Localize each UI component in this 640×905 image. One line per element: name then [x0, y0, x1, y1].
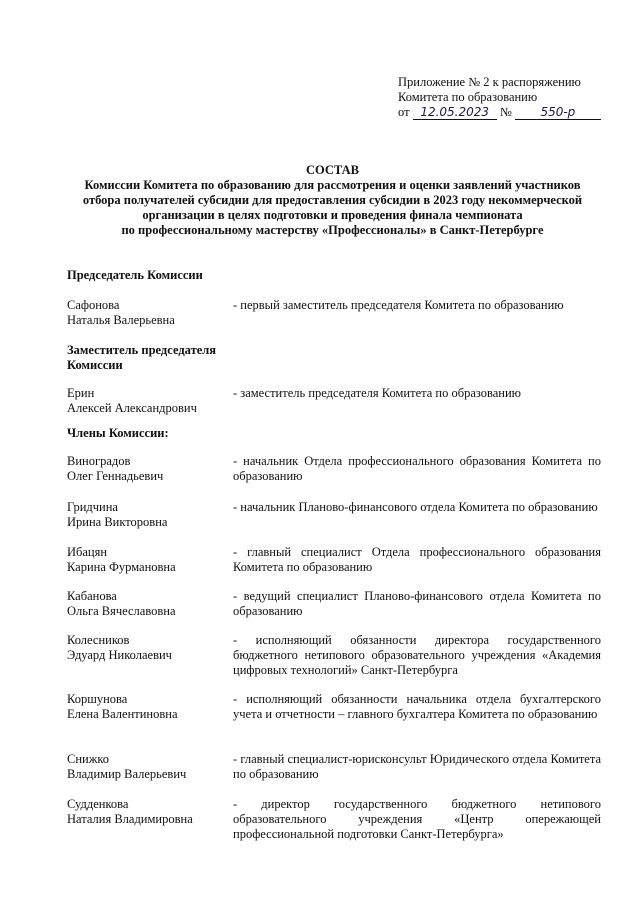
member-position: - заместитель председателя Комитета по образованию [233, 386, 522, 400]
member-given-name: Алексей Александрович [67, 401, 197, 415]
member-given-name: Наталия Владимировна [67, 812, 193, 826]
section-deputy-line-2: Комиссии [67, 358, 123, 372]
member-surname: Ибацян [67, 545, 108, 559]
number-prefix: № [499, 105, 512, 119]
member-position: - первый заместитель председателя Комитета по образованию [233, 298, 564, 312]
member-position: - главный специалист-юрисконсульт Юридического отдела Комитета по образованию [233, 752, 601, 781]
number-value: 550-р [515, 106, 601, 120]
member-surname: Кабанова [67, 589, 117, 603]
member-surname: Виноградов [67, 454, 131, 468]
member-name [67, 797, 227, 827]
member-name [67, 545, 227, 575]
member-name [67, 633, 227, 663]
member-position: - начальник Отдела профессионального образования Комитета по образованию [233, 454, 601, 483]
member-given-name: Олег Геннадьевич [67, 469, 164, 483]
document-title [40, 163, 625, 238]
member-name [67, 454, 227, 484]
title-line: организации в целях подготовки и проведения финала чемпионата [142, 208, 523, 222]
member-given-name: Владимир Валерьевич [67, 767, 187, 781]
section-deputy-line-1: Заместитель председателя [67, 343, 217, 357]
member-position: - главный специалист Отдела профессионального образования Комитета по образованию [233, 545, 601, 574]
date-value: 12.05.2023 [413, 106, 497, 120]
member-name [67, 692, 227, 722]
member-given-name: Эдуард Николаевич [67, 648, 172, 662]
member-position: - начальник Планово-финансового отдела Комитета по образованию [233, 500, 598, 514]
title-heading: СОСТАВ [305, 163, 359, 177]
member-surname: Судденкова [67, 797, 129, 811]
appendix-date-line [398, 105, 623, 120]
member-position: - директор государственного бюджетного нетипового образовательного учреждения «Центр опережающей профессиональной подготовки Санкт-Петербурга» [233, 797, 601, 841]
title-line: отбора получателей субсидии для предоставления субсидии в 2023 году некоммерческой [82, 193, 583, 207]
member-given-name: Карина Фурмановна [67, 560, 176, 574]
member-given-name: Ольга Вячеславовна [67, 604, 176, 618]
member-name [67, 298, 227, 328]
title-line: Комиссии Комитета по образованию для рассмотрения и оценки заявлений участников [84, 178, 581, 192]
member-position: - исполняющий обязанности начальника отдела бухгалтерского учета и отчетности – главного бухгалтера Комитета по образованию [233, 692, 601, 721]
member-name [67, 752, 227, 782]
member-name [67, 386, 227, 416]
appendix-header [398, 75, 623, 120]
member-surname: Гридчина [67, 500, 118, 514]
date-prefix: от [398, 105, 410, 119]
title-line: по профессиональному мастерству «Профессионалы» в Санкт-Петербурге [121, 223, 544, 237]
section-deputy [67, 343, 216, 373]
member-surname: Ерин [67, 386, 95, 400]
member-name [67, 500, 227, 530]
member-surname: Колесников [67, 633, 130, 647]
member-surname: Снижко [67, 752, 110, 766]
member-name [67, 589, 227, 619]
member-position: - ведущий специалист Планово-финансового отдела Комитета по образованию [233, 589, 601, 618]
member-given-name: Ирина Викторовна [67, 515, 168, 529]
member-given-name: Наталья Валерьевна [67, 313, 175, 327]
section-members: Члены Комиссии: [67, 426, 169, 440]
member-surname: Коршунова [67, 692, 128, 706]
section-chairman: Председатель Комиссии [67, 268, 203, 282]
member-given-name: Елена Валентиновна [67, 707, 178, 721]
member-position: - исполняющий обязанности директора государственного бюджетного нетипового образовательного учреждения «Академия цифровых технологий» Санкт-Петербурга [233, 633, 601, 677]
appendix-line-2: Комитета по образованию [398, 90, 538, 104]
member-surname: Сафонова [67, 298, 120, 312]
appendix-line-1: Приложение № 2 к распоряжению [398, 75, 581, 89]
